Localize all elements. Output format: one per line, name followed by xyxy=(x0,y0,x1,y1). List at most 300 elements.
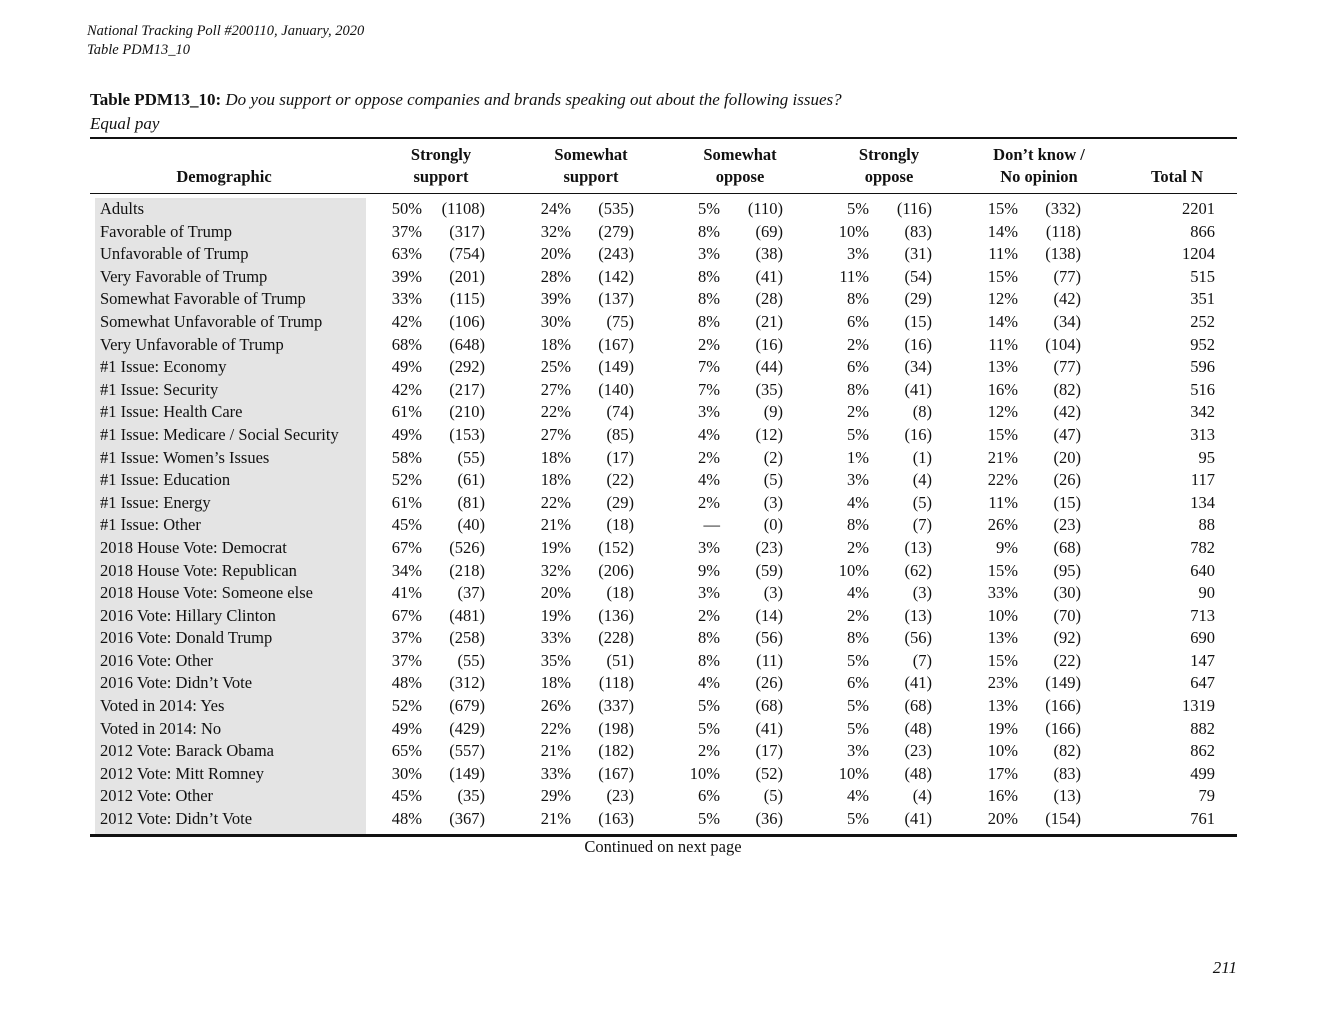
cell-count: (312) xyxy=(449,673,485,693)
cell-total-n: 640 xyxy=(1190,560,1215,580)
cell-count: (41) xyxy=(755,266,783,286)
cell-percent: 10% xyxy=(987,741,1018,761)
cell-percent: 37% xyxy=(391,650,422,670)
cell-count: (5) xyxy=(763,786,783,806)
cell-count: (337) xyxy=(598,696,634,716)
table-row xyxy=(90,808,1215,831)
cell-percent: 2% xyxy=(698,741,720,761)
table-id: Table PDM13_10 xyxy=(87,42,190,58)
cell-percent: 8% xyxy=(698,266,720,286)
table-row xyxy=(90,288,1215,311)
table-row xyxy=(90,356,1215,379)
cell-count: (1108) xyxy=(441,199,485,218)
cell-total-n: 1319 xyxy=(1182,696,1215,716)
cell-total-n: 761 xyxy=(1190,809,1215,829)
cell-total-n: 862 xyxy=(1190,741,1215,761)
table-row xyxy=(90,740,1215,763)
cell-count: (367) xyxy=(449,809,485,829)
cell-count: (18) xyxy=(606,583,634,603)
cell-count: (182) xyxy=(598,741,634,761)
cell-percent: 19% xyxy=(540,537,571,557)
cell-count: (166) xyxy=(1045,696,1081,716)
cell-count: (5) xyxy=(763,470,783,490)
cell-total-n: 342 xyxy=(1190,402,1215,422)
cell-count: (115) xyxy=(449,289,485,309)
cell-count: (29) xyxy=(904,289,932,309)
cell-count: (34) xyxy=(904,357,932,377)
cell-count: (152) xyxy=(598,537,634,557)
cell-percent: 5% xyxy=(847,199,869,218)
cell-count: (12) xyxy=(755,424,783,444)
cell-percent: 20% xyxy=(987,809,1018,829)
cell-percent: 22% xyxy=(987,470,1018,490)
cell-total-n: 952 xyxy=(1190,334,1215,354)
cell-count: (535) xyxy=(598,199,634,218)
cell-percent: 4% xyxy=(847,786,869,806)
cell-percent: 33% xyxy=(391,289,422,309)
row-label: 2016 Vote: Donald Trump xyxy=(100,628,273,648)
cell-percent: 6% xyxy=(847,311,869,331)
cell-percent: 3% xyxy=(698,402,720,422)
row-label: 2012 Vote: Barack Obama xyxy=(100,741,274,761)
cell-percent: 13% xyxy=(987,357,1018,377)
cell-count: (166) xyxy=(1045,718,1081,738)
cell-count: (70) xyxy=(1053,605,1081,625)
table-row xyxy=(90,311,1215,334)
cell-percent: 1% xyxy=(847,447,869,467)
cell-percent: 24% xyxy=(540,199,571,218)
cell-count: (106) xyxy=(449,311,485,331)
cell-percent: 42% xyxy=(391,379,422,399)
row-label: Somewhat Favorable of Trump xyxy=(100,289,306,309)
running-head xyxy=(87,22,364,60)
header-strongly-oppose xyxy=(828,144,950,188)
cell-total-n: 252 xyxy=(1190,311,1215,331)
caption-question: Do you support or oppose companies and brands speaking out about the following issues? xyxy=(225,90,842,109)
cell-percent: 5% xyxy=(698,199,720,218)
cell-count: (68) xyxy=(755,696,783,716)
table-caption xyxy=(90,88,842,136)
header-line: oppose xyxy=(864,167,914,186)
row-label: #1 Issue: Medicare / Social Security xyxy=(100,424,339,444)
cell-count: (149) xyxy=(598,357,634,377)
cell-percent: 8% xyxy=(847,379,869,399)
row-label: 2012 Vote: Other xyxy=(100,786,214,806)
cell-percent: 11% xyxy=(988,244,1018,264)
cell-count: (332) xyxy=(1045,199,1081,218)
cell-percent: 22% xyxy=(540,402,571,422)
cell-count: (136) xyxy=(598,605,634,625)
cell-percent: 9% xyxy=(996,537,1018,557)
cell-count: (210) xyxy=(449,402,485,422)
cell-percent: 33% xyxy=(540,763,571,783)
cell-percent: 6% xyxy=(847,673,869,693)
cell-count: (217) xyxy=(449,379,485,399)
cell-count: (34) xyxy=(1053,311,1081,331)
cell-count: (85) xyxy=(606,424,634,444)
cell-count: (4) xyxy=(912,470,932,490)
table-row xyxy=(90,537,1215,560)
cell-percent: 26% xyxy=(987,515,1018,535)
row-label: #1 Issue: Security xyxy=(100,379,219,399)
table-row xyxy=(90,424,1215,447)
cell-percent: 28% xyxy=(540,266,571,286)
cell-count: (83) xyxy=(904,221,932,241)
header-somewhat-oppose xyxy=(679,144,801,188)
table-row xyxy=(90,763,1215,786)
cell-percent: 10% xyxy=(838,763,869,783)
cell-percent: 3% xyxy=(847,470,869,490)
cell-percent: 2% xyxy=(847,537,869,557)
table-row xyxy=(90,221,1215,244)
cell-percent: 10% xyxy=(987,605,1018,625)
header-line: oppose xyxy=(715,167,765,186)
cell-count: (42) xyxy=(1053,289,1081,309)
cell-count: (118) xyxy=(1045,221,1081,241)
header-line: Strongly xyxy=(410,145,472,164)
cell-count: (1) xyxy=(912,447,932,467)
cell-count: (526) xyxy=(449,537,485,557)
table-row xyxy=(90,672,1215,695)
cell-total-n: 782 xyxy=(1190,537,1215,557)
cell-count: (77) xyxy=(1053,357,1081,377)
cell-percent: 25% xyxy=(540,357,571,377)
cell-count: (52) xyxy=(755,763,783,783)
cell-percent: 49% xyxy=(391,718,422,738)
cell-total-n: 647 xyxy=(1190,673,1215,693)
cell-count: (429) xyxy=(449,718,485,738)
cell-count: (16) xyxy=(755,334,783,354)
cell-percent: 11% xyxy=(988,492,1018,512)
cell-count: (22) xyxy=(606,470,634,490)
header-line: No opinion xyxy=(1000,167,1078,186)
table-row xyxy=(90,785,1215,808)
cell-count: (13) xyxy=(904,605,932,625)
cell-percent: 33% xyxy=(540,628,571,648)
page-number: 211 xyxy=(1212,958,1237,977)
cell-count: (754) xyxy=(449,244,485,264)
cell-count: (13) xyxy=(904,537,932,557)
cell-percent: 3% xyxy=(698,244,720,264)
cell-total-n: 351 xyxy=(1190,289,1215,309)
cell-count: (23) xyxy=(904,741,932,761)
top-rule xyxy=(90,137,1237,139)
cell-percent: 14% xyxy=(987,311,1018,331)
cell-count: (82) xyxy=(1053,379,1081,399)
header-line: Somewhat xyxy=(703,145,777,164)
cell-percent: 48% xyxy=(391,809,422,829)
row-label: Favorable of Trump xyxy=(100,221,232,241)
row-label: Voted in 2014: Yes xyxy=(100,696,225,716)
cell-percent: 15% xyxy=(987,560,1018,580)
cell-count: (243) xyxy=(598,244,634,264)
table-row xyxy=(90,718,1215,741)
cell-percent: 2% xyxy=(847,605,869,625)
row-label: #1 Issue: Other xyxy=(100,515,201,535)
cell-count: (317) xyxy=(449,221,485,241)
cell-count: (648) xyxy=(449,334,485,354)
row-label: Unfavorable of Trump xyxy=(100,244,249,264)
cell-percent: 4% xyxy=(847,583,869,603)
row-label: Adults xyxy=(100,199,145,218)
cell-count: (95) xyxy=(1053,560,1081,580)
row-label: 2012 Vote: Mitt Romney xyxy=(100,763,264,783)
table-row xyxy=(90,582,1215,605)
cell-percent: 61% xyxy=(391,402,422,422)
cell-percent: 15% xyxy=(987,424,1018,444)
cell-percent: 27% xyxy=(540,379,571,399)
cell-percent: 14% xyxy=(987,221,1018,241)
cell-count: (218) xyxy=(449,560,485,580)
cell-percent: 10% xyxy=(838,560,869,580)
cell-count: (201) xyxy=(449,266,485,286)
cell-percent: 7% xyxy=(698,379,720,399)
cell-percent: 42% xyxy=(391,311,422,331)
cell-count: (56) xyxy=(904,628,932,648)
cell-percent: 63% xyxy=(391,244,422,264)
row-label: 2012 Vote: Didn’t Vote xyxy=(100,809,253,829)
cell-count: (20) xyxy=(1053,447,1081,467)
cell-percent: 67% xyxy=(391,537,422,557)
cell-total-n: 313 xyxy=(1190,424,1215,444)
cell-percent: 29% xyxy=(540,786,571,806)
row-label: 2016 Vote: Didn’t Vote xyxy=(100,673,253,693)
cell-count: (35) xyxy=(457,786,485,806)
cell-count: (153) xyxy=(449,424,485,444)
cell-count: (3) xyxy=(763,583,783,603)
cell-percent: 22% xyxy=(540,718,571,738)
caption-subtitle: Equal pay xyxy=(90,114,160,133)
cell-count: (138) xyxy=(1045,244,1081,264)
cell-count: (61) xyxy=(457,470,485,490)
cell-count: (26) xyxy=(1053,470,1081,490)
cell-percent: 2% xyxy=(698,447,720,467)
cell-percent: 13% xyxy=(987,696,1018,716)
cell-count: (279) xyxy=(598,221,634,241)
cell-percent: 68% xyxy=(391,334,422,354)
cell-count: (55) xyxy=(457,650,485,670)
row-label: Somewhat Unfavorable of Trump xyxy=(100,311,323,331)
cell-percent: 41% xyxy=(391,583,422,603)
cell-percent: 2% xyxy=(847,402,869,422)
cell-percent: 8% xyxy=(698,221,720,241)
cell-count: (149) xyxy=(449,763,485,783)
row-label: Voted in 2014: No xyxy=(100,718,222,738)
cell-percent: 8% xyxy=(847,289,869,309)
cell-percent: 20% xyxy=(540,244,571,264)
cell-percent: 34% xyxy=(391,560,422,580)
cell-count: (4) xyxy=(912,786,932,806)
cell-count: (41) xyxy=(904,809,932,829)
cell-total-n: 690 xyxy=(1190,628,1215,648)
header-line: Somewhat xyxy=(554,145,628,164)
cell-percent: 32% xyxy=(540,560,571,580)
cell-count: (75) xyxy=(606,311,634,331)
cell-count: (54) xyxy=(904,266,932,286)
cell-percent: 49% xyxy=(391,424,422,444)
cell-count: (228) xyxy=(598,628,634,648)
cell-count: (44) xyxy=(755,357,783,377)
header-rule xyxy=(90,193,1237,194)
cell-total-n: 1204 xyxy=(1182,244,1215,264)
caption-label: Table PDM13_10: xyxy=(90,90,222,109)
cell-total-n: 79 xyxy=(1198,786,1215,806)
cell-count: (68) xyxy=(1053,537,1081,557)
cell-percent: 39% xyxy=(540,289,571,309)
cell-percent: 5% xyxy=(698,809,720,829)
cell-count: (41) xyxy=(755,718,783,738)
row-label: #1 Issue: Health Care xyxy=(100,402,243,422)
cell-percent: 3% xyxy=(847,741,869,761)
cell-percent: 19% xyxy=(540,605,571,625)
header-line: support xyxy=(413,167,469,186)
cell-percent: 49% xyxy=(391,357,422,377)
cell-count: (11) xyxy=(756,650,783,670)
poll-title: National Tracking Poll #200110, January, 2020 xyxy=(87,23,365,39)
cell-count: (258) xyxy=(449,628,485,648)
cell-percent: 65% xyxy=(391,741,422,761)
cell-percent: 4% xyxy=(847,492,869,512)
cell-percent: 35% xyxy=(540,650,571,670)
cell-count: (154) xyxy=(1045,809,1081,829)
cell-count: (82) xyxy=(1053,741,1081,761)
cell-count: (167) xyxy=(598,334,634,354)
row-label: Very Favorable of Trump xyxy=(100,266,268,286)
cell-count: (22) xyxy=(1053,650,1081,670)
table-row xyxy=(90,492,1215,515)
cell-percent: 5% xyxy=(847,696,869,716)
cell-percent: 48% xyxy=(391,673,422,693)
cell-percent: 22% xyxy=(540,492,571,512)
row-label: #1 Issue: Economy xyxy=(100,357,227,377)
cell-count: (142) xyxy=(598,266,634,286)
table-row xyxy=(90,447,1215,470)
cell-count: (118) xyxy=(598,673,634,693)
cell-percent: 19% xyxy=(987,718,1018,738)
cell-percent: 33% xyxy=(987,583,1018,603)
cell-percent: 9% xyxy=(698,560,720,580)
cell-percent: 52% xyxy=(391,470,422,490)
cell-percent: 20% xyxy=(540,583,571,603)
cell-percent: 5% xyxy=(698,696,720,716)
cell-count: (41) xyxy=(904,673,932,693)
cell-percent: 8% xyxy=(698,289,720,309)
header-line: Don’t know / xyxy=(993,145,1085,164)
cell-count: (40) xyxy=(457,515,485,535)
cell-count: (59) xyxy=(755,560,783,580)
cell-count: (13) xyxy=(1053,786,1081,806)
cell-percent: 21% xyxy=(987,447,1018,467)
cell-count: (140) xyxy=(598,379,634,399)
cell-percent: 8% xyxy=(847,628,869,648)
cell-count: (17) xyxy=(606,447,634,467)
cell-percent: 32% xyxy=(540,221,571,241)
cell-percent: 37% xyxy=(391,628,422,648)
cell-count: (77) xyxy=(1053,266,1081,286)
cell-count: (29) xyxy=(606,492,634,512)
cell-percent: 18% xyxy=(540,470,571,490)
cell-percent: 5% xyxy=(698,718,720,738)
row-label: #1 Issue: Women’s Issues xyxy=(100,447,270,467)
cell-count: (62) xyxy=(904,560,932,580)
cell-percent: 52% xyxy=(391,696,422,716)
cell-count: (28) xyxy=(755,289,783,309)
cell-percent: 12% xyxy=(987,289,1018,309)
cell-percent: 18% xyxy=(540,334,571,354)
cell-percent: 5% xyxy=(847,650,869,670)
cell-count: (38) xyxy=(755,244,783,264)
cell-percent: 6% xyxy=(698,786,720,806)
cell-total-n: 515 xyxy=(1190,266,1215,286)
cell-count: (8) xyxy=(912,402,932,422)
table-row xyxy=(90,243,1215,266)
cell-count: (55) xyxy=(457,447,485,467)
cell-percent: 4% xyxy=(698,424,720,444)
cell-count: (481) xyxy=(449,605,485,625)
cell-count: (69) xyxy=(755,221,783,241)
cell-count: (9) xyxy=(763,402,783,422)
cell-percent: 10% xyxy=(838,221,869,241)
cell-total-n: 882 xyxy=(1190,718,1215,738)
table-row xyxy=(90,198,1215,221)
cell-count: (48) xyxy=(904,763,932,783)
cell-count: (35) xyxy=(755,379,783,399)
cell-total-n: 134 xyxy=(1190,492,1215,512)
cell-percent: 15% xyxy=(987,266,1018,286)
cell-total-n: 499 xyxy=(1190,763,1215,783)
cell-percent: 8% xyxy=(698,311,720,331)
cell-percent: 16% xyxy=(987,786,1018,806)
cell-count: (7) xyxy=(912,650,932,670)
cell-total-n: 713 xyxy=(1190,605,1215,625)
cell-percent: 8% xyxy=(698,650,720,670)
cell-percent: 50% xyxy=(391,199,422,218)
row-label: 2018 House Vote: Democrat xyxy=(100,537,287,557)
cell-total-n: 516 xyxy=(1190,379,1215,399)
cell-count: (16) xyxy=(904,334,932,354)
cell-count: (14) xyxy=(755,605,783,625)
cell-count: (31) xyxy=(904,244,932,264)
cell-count: (3) xyxy=(912,583,932,603)
cell-percent: 11% xyxy=(988,334,1018,354)
header-strongly-support xyxy=(380,144,502,188)
cell-count: (48) xyxy=(904,718,932,738)
table-row xyxy=(90,401,1215,424)
cell-percent: 16% xyxy=(987,379,1018,399)
crosstab-table xyxy=(90,198,1215,831)
cell-percent: 6% xyxy=(847,357,869,377)
cell-count: (68) xyxy=(904,696,932,716)
cell-percent: 18% xyxy=(540,447,571,467)
cell-percent: 3% xyxy=(698,583,720,603)
cell-count: (116) xyxy=(896,199,932,218)
header-dont-know xyxy=(968,144,1110,188)
cell-count: (37) xyxy=(457,583,485,603)
cell-total-n: 2201 xyxy=(1182,199,1215,218)
cell-count: (21) xyxy=(755,311,783,331)
cell-count: (26) xyxy=(755,673,783,693)
cell-count: (23) xyxy=(1053,515,1081,535)
header-somewhat-support xyxy=(530,144,652,188)
cell-count: (81) xyxy=(457,492,485,512)
cell-count: (104) xyxy=(1045,334,1081,354)
cell-percent: 37% xyxy=(391,221,422,241)
cell-count: (149) xyxy=(1045,673,1081,693)
cell-count: (198) xyxy=(598,718,634,738)
cell-count: (56) xyxy=(755,628,783,648)
cell-percent: 45% xyxy=(391,515,422,535)
cell-percent: 3% xyxy=(698,537,720,557)
